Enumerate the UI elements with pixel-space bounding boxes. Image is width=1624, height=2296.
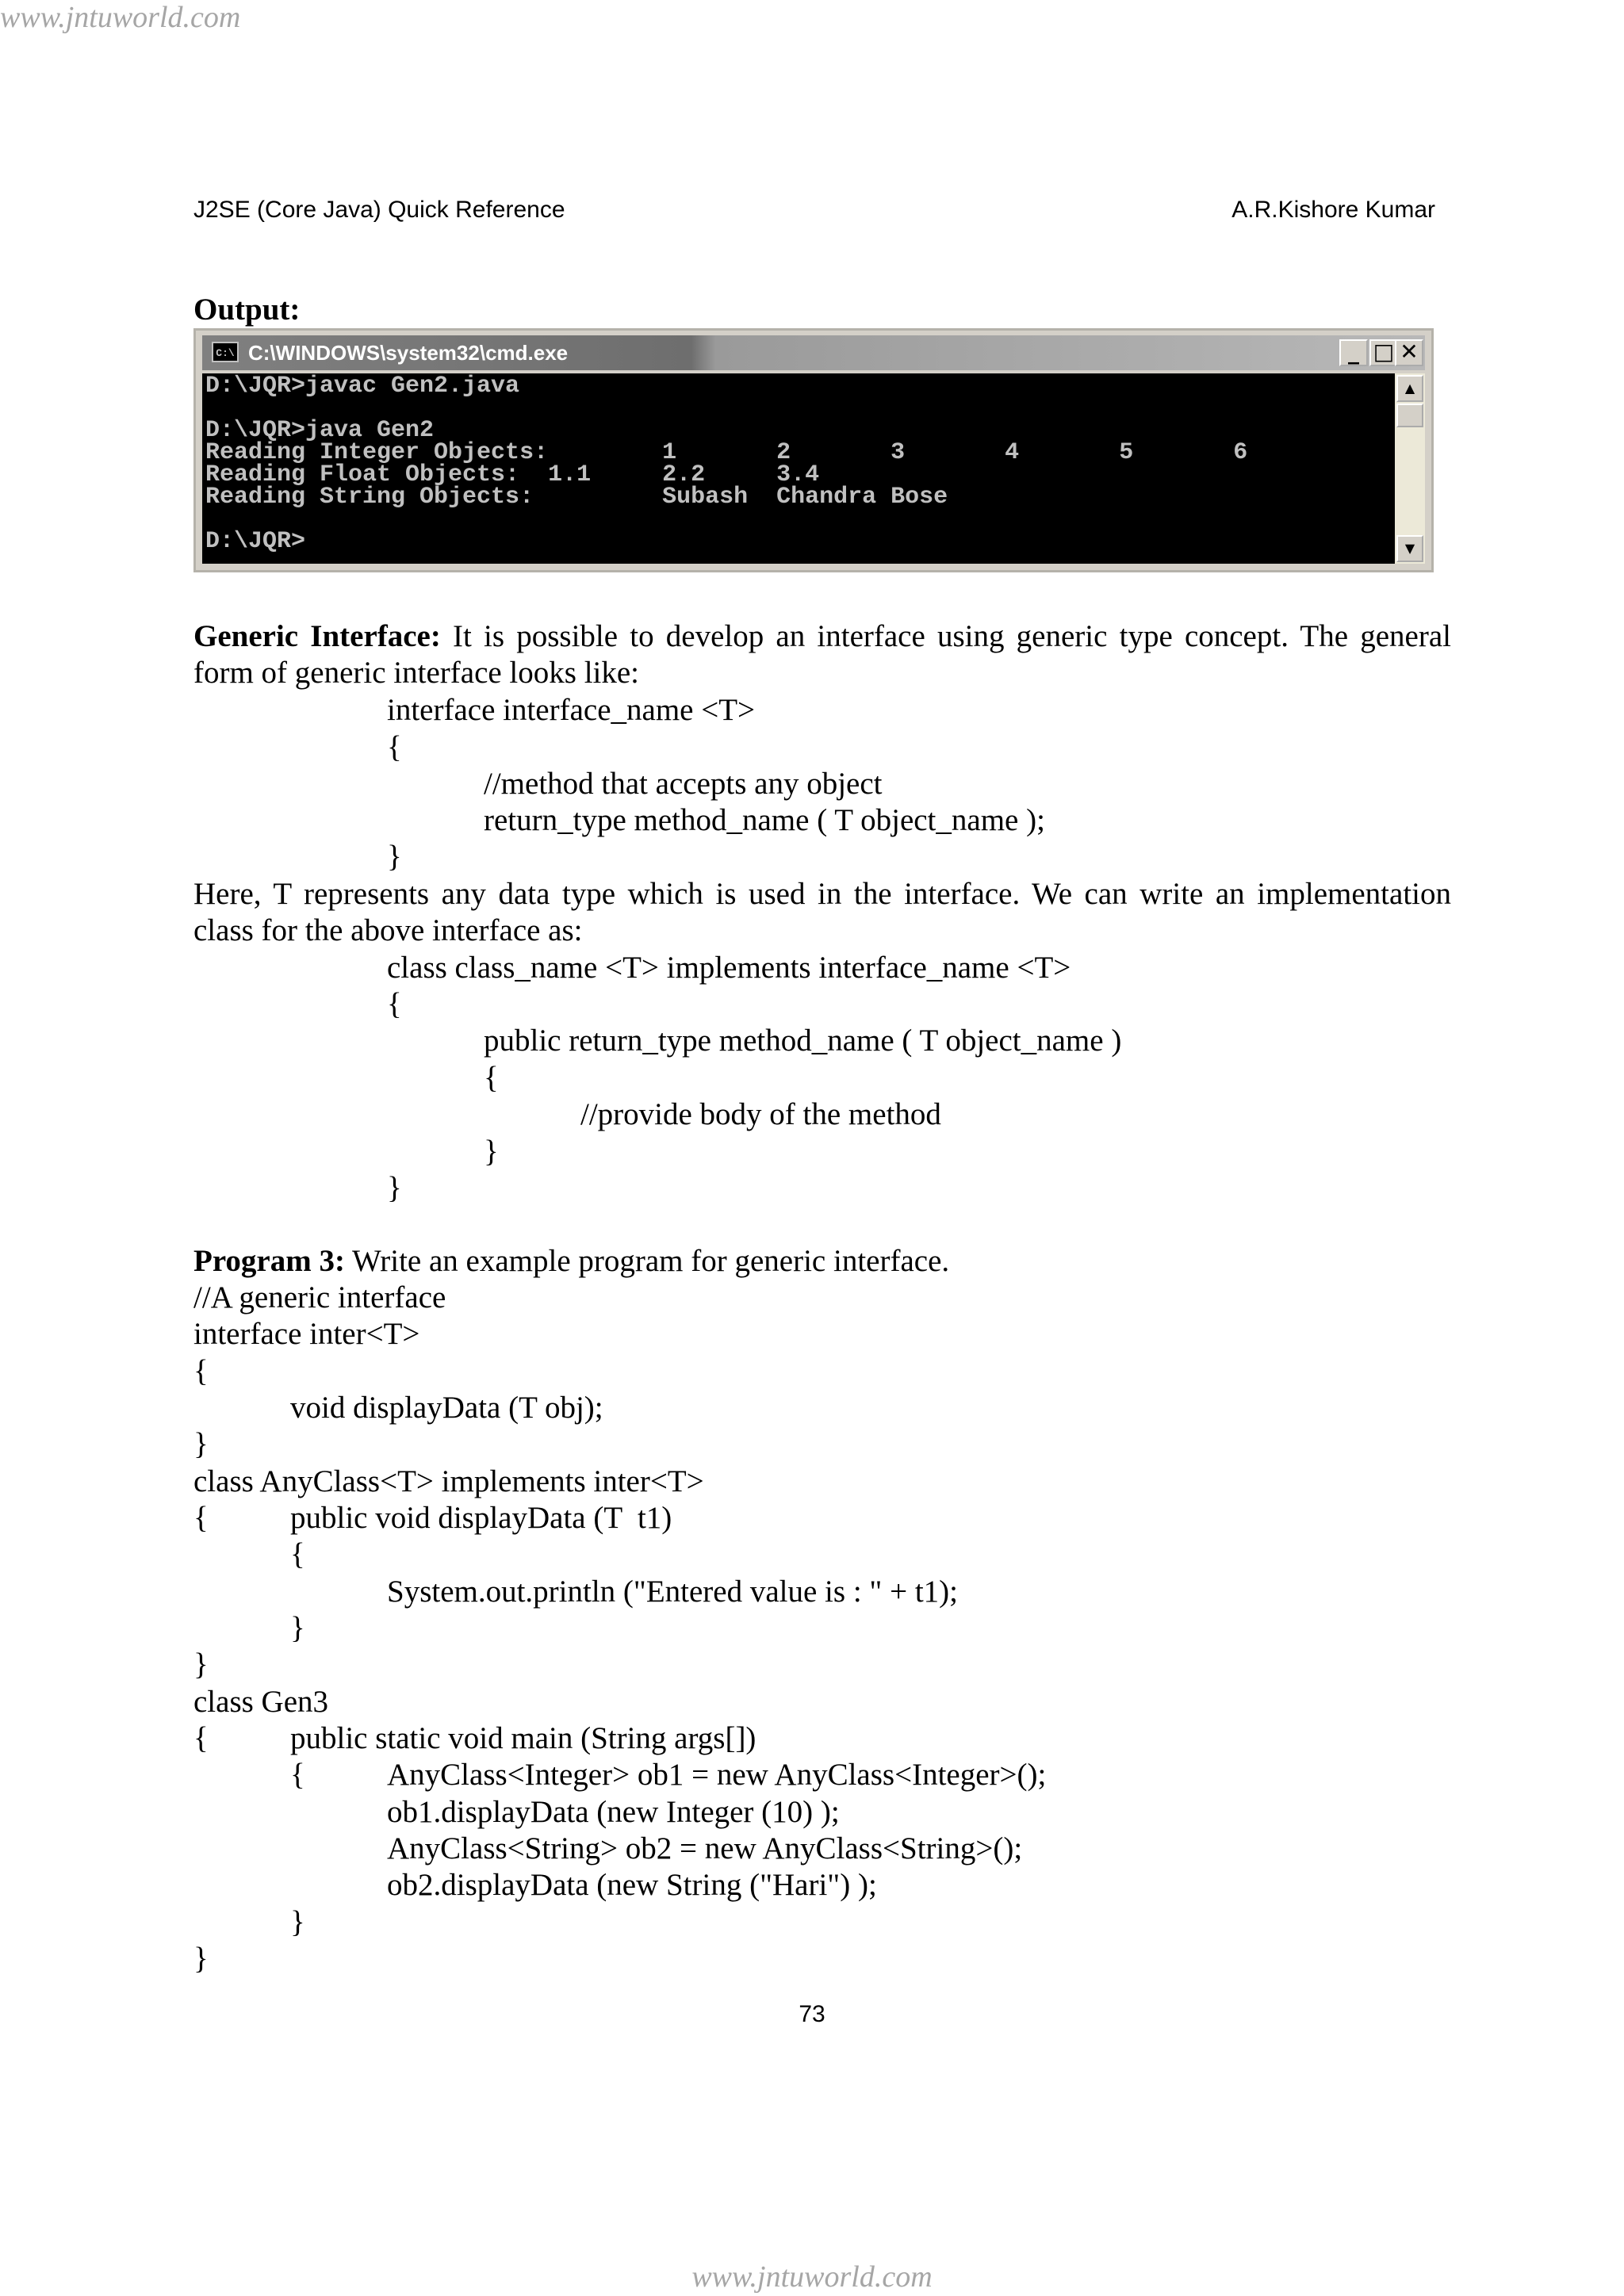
code-line: class AnyClass<T> implements inter<T> — [193, 1464, 704, 1498]
impl-syntax-line: class class_name <T> implements interface_name <T> — [387, 951, 1071, 985]
minimize-button[interactable]: _ — [1339, 339, 1368, 366]
code-line: AnyClass<String> ob2 = new AnyClass<String>(); — [387, 1831, 1023, 1866]
page-number: 73 — [799, 2001, 825, 2027]
console-line: Reading Integer Objects: 1 2 3 4 5 6 — [205, 439, 1248, 466]
code-line: } — [290, 1611, 305, 1645]
console-line: D:\JQR> — [205, 528, 306, 555]
code-line: { — [193, 1501, 209, 1535]
impl-syntax-line: { — [387, 987, 402, 1021]
output-label: Output: — [193, 293, 301, 327]
implementation-text: Here, T represents any data type which is used in the interface. We can write an implementation — [193, 877, 1451, 911]
code-line: System.out.println ("Entered value is : " + t1); — [387, 1575, 958, 1609]
generic-interface-intro — [193, 618, 1451, 655]
code-line: } — [193, 1647, 209, 1682]
console-window — [193, 328, 1434, 572]
impl-syntax-line: { — [484, 1061, 499, 1095]
code-line: { — [290, 1758, 305, 1792]
generic-interface-intro-text: It is possible to develop an interface using generic type concept. The general — [440, 619, 1452, 653]
impl-syntax-line: //provide body of the method — [580, 1097, 941, 1131]
implementation-text-line2: class for the above interface as: — [193, 913, 583, 947]
code-line: //A generic interface — [193, 1280, 446, 1314]
console-line: Reading String Objects: Subash Chandra Bose — [205, 484, 948, 511]
code-line: { — [193, 1354, 209, 1388]
code-line: { — [290, 1537, 305, 1571]
program3-description: Write an example program for generic interface. — [344, 1244, 950, 1278]
console-output — [202, 373, 1395, 564]
watermark-top: www.jntuworld.com — [0, 1, 241, 34]
code-line: ob2.displayData (new String ("Hari") ); — [387, 1868, 877, 1902]
code-line: { — [193, 1721, 209, 1755]
scroll-down-icon[interactable]: ▼ — [1396, 535, 1423, 562]
console-line: D:\JQR>java Gen2 — [205, 417, 435, 444]
header-title: J2SE (Core Java) Quick Reference — [193, 197, 565, 223]
close-button[interactable]: ✕ — [1395, 339, 1423, 366]
code-line: class Gen3 — [193, 1685, 329, 1719]
console-scrollbar[interactable] — [1395, 373, 1425, 564]
console-line: D:\JQR>javac Gen2.java — [205, 373, 520, 400]
impl-syntax-line: } — [387, 1171, 402, 1205]
code-line: interface inter<T> — [193, 1317, 420, 1351]
code-line: } — [290, 1905, 305, 1939]
scroll-up-icon[interactable]: ▲ — [1396, 375, 1423, 402]
header-author: A.R.Kishore Kumar — [1231, 197, 1435, 223]
syntax-line: interface interface_name <T> — [387, 693, 756, 727]
program3-heading: Program 3: — [193, 1244, 345, 1278]
code-line: public static void main (String args[]) — [290, 1721, 756, 1755]
syntax-line: } — [387, 840, 402, 874]
maximize-button[interactable]: □ — [1369, 339, 1398, 366]
console-title: C:\WINDOWS\system32\cmd.exe — [248, 341, 569, 365]
scroll-thumb[interactable] — [1396, 404, 1423, 427]
syntax-line: { — [387, 730, 402, 764]
watermark-bottom: www.jntuworld.com — [691, 2260, 933, 2294]
impl-syntax-line: } — [484, 1135, 499, 1169]
cmd-icon: C:\ — [212, 342, 239, 362]
code-line: } — [193, 1427, 209, 1461]
generic-interface-heading: Generic Interface: — [193, 619, 441, 653]
impl-syntax-line: public return_type method_name ( T object_name ) — [484, 1024, 1122, 1058]
syntax-line: //method that accepts any object — [484, 767, 883, 801]
code-line: void displayData (T obj); — [290, 1391, 603, 1425]
program3-title — [193, 1243, 949, 1280]
console-line: Reading Float Objects: 1.1 2.2 3.4 — [205, 461, 820, 488]
syntax-line: return_type method_name ( T object_name ); — [484, 803, 1045, 837]
code-line: } — [193, 1942, 209, 1976]
console-title-bar — [202, 335, 1425, 370]
code-line: AnyClass<Integer> ob1 = new AnyClass<Integer>(); — [387, 1758, 1047, 1792]
code-line: public void displayData (T t1) — [290, 1501, 672, 1535]
generic-interface-intro-line2: form of generic interface looks like: — [193, 656, 640, 690]
code-line: ob1.displayData (new Integer (10) ); — [387, 1795, 840, 1829]
